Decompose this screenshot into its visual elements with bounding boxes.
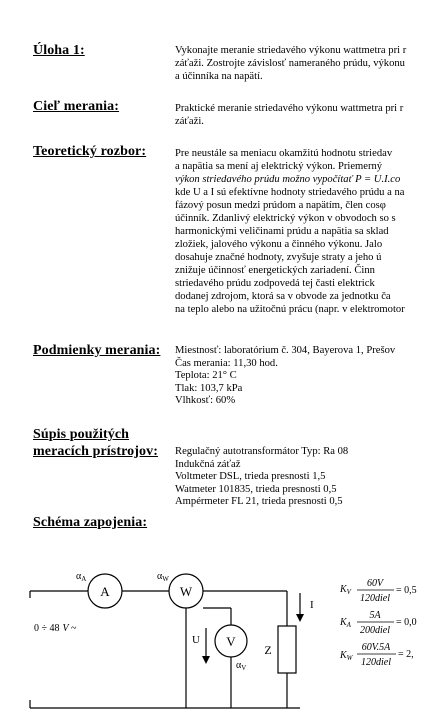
instrument-load: Indukčná záťaž (175, 458, 241, 470)
conditions-heading: Podmienky merania: (33, 343, 161, 358)
formula-kw-result: = 2, (398, 649, 414, 660)
task-line-3: a účinníka na napätí. (175, 71, 263, 82)
alpha-v-label: $\alpha_V$ (236, 660, 247, 672)
formula-kv-num: 60V (366, 578, 384, 589)
theory-line-6: účinník. Zdanlivý elektrický výkon v obvodoch so s (175, 213, 396, 224)
instrument-wattmeter: Watmeter 101835, trieda presnosti 0,5 (175, 483, 337, 495)
formula-kv-result: = 0,5 (396, 585, 417, 596)
conditions-list (175, 345, 395, 408)
theory-line-4: kde U a I sú efektívne hodnoty striedavého prúdu a na (175, 187, 405, 198)
instrument-ammeter: Ampérmeter FL 21, trieda presnosti 0,5 (175, 496, 343, 508)
condition-temperature: Teplota: 21° C (175, 370, 237, 382)
formula-kv-den: 120diel (360, 593, 390, 604)
condition-time: Čas merania: 11,30 hod. (175, 357, 278, 369)
formula-kv (339, 578, 417, 604)
formula-ka (339, 610, 417, 636)
theory-line-5: fázový posun medzi prúdom a napätím, člen cosφ (175, 200, 386, 211)
theory-line-8: zložiek, jalového výkonu a činného výkonu. Jalo (175, 239, 383, 250)
theory-line-2: a napätia sa mení aj elektrický výkon. Priemerný (175, 161, 383, 172)
load-impedance (278, 626, 296, 673)
theory-line-1: Pre neustále sa meniacu okamžitú hodnotu striedav (175, 148, 393, 159)
theory-line-3: výkon striedavého prúdu možno vypočítať P = U.I.co (175, 174, 401, 185)
ammeter-label: A (100, 584, 110, 599)
instrument-autotransformer: Regulačný autotransformátor Typ: Ra 08 (175, 446, 349, 457)
task-heading: Úloha 1: (33, 43, 85, 58)
goal-line-2: záťaži. (175, 116, 204, 127)
svg-text:KV: $K_V$ (340, 584, 351, 596)
task-line-1: Vykonajte meranie striedavého výkonu wattmetra pri r (175, 45, 407, 56)
source-label: 0 ÷ 48 V ~ (34, 623, 77, 634)
current-label: I (310, 599, 314, 611)
formula-ka-den: 200diel (360, 625, 390, 636)
task-line-2: záťaži. Zostrojte závislosť nameraného prúdu, výkonu (175, 58, 405, 69)
theory-line-11: striedavého prúdu zodpovedá tej časti elektrick (175, 278, 375, 289)
theory-line-12: dodanej zdrojom, ktorá sa v obvode za jednotku ča (175, 291, 391, 302)
formula-ka-result: = 0,0 (396, 617, 417, 628)
condition-pressure: Tlak: 103,7 kPa (175, 382, 243, 394)
theory-line-9: dosahuje značné hodnoty, zvyšuje straty a jeho ú (175, 252, 382, 263)
goal-heading: Cieľ merania: (33, 99, 120, 114)
formula-kw (339, 642, 414, 668)
svg-text:KA: $K_A$ (340, 617, 351, 629)
condition-room: Miestnosť: laboratórium č. 304, Bayerova 1, Prešov (175, 345, 396, 356)
voltage-label: U (192, 634, 200, 646)
voltmeter-label: V (226, 634, 236, 649)
alpha-w-label: $\alpha_W$ (157, 571, 169, 583)
condition-humidity: Vlhkosť: 60% (175, 395, 236, 407)
wattmeter-label: W (179, 584, 193, 599)
voltage-arrow-head (202, 656, 210, 664)
theory-text (175, 147, 434, 316)
goal-line-1: Praktické meranie striedavého výkonu wattmetra pri r (175, 103, 404, 114)
load-label: Z (264, 643, 272, 657)
theory-heading: Teoretický rozbor: (33, 144, 147, 159)
current-arrow-head (296, 614, 304, 622)
instruments-heading-2: meracích prístrojov: (33, 444, 158, 459)
formula-kw-den: 120diel (361, 657, 391, 668)
schema-heading: Schéma zapojenia: (33, 515, 148, 530)
circuit-diagram (0, 528, 434, 728)
theory-line-7: harmonickými veličinami prúdu a napätia sa sklad (175, 226, 389, 237)
formula-ka-num: 5A (369, 610, 381, 621)
instrument-voltmeter: Voltmeter DSL, trieda presnosti 1,5 (175, 471, 326, 483)
formula-kw-num: 60V.5A (361, 642, 391, 653)
task-text (175, 44, 434, 83)
instruments-heading-1: Súpis použitých (33, 427, 130, 442)
alpha-a-label: $\alpha_A$ (76, 571, 87, 583)
goal-text (175, 102, 434, 128)
theory-line-13: na teplo alebo na užitočnú prácu (napr. v elektromotor (175, 304, 405, 315)
theory-line-10: znižuje účinnosť energetických zariadení. Činn (175, 265, 375, 276)
instruments-list (175, 446, 348, 509)
svg-text:KW: $K_W$ (340, 650, 353, 662)
